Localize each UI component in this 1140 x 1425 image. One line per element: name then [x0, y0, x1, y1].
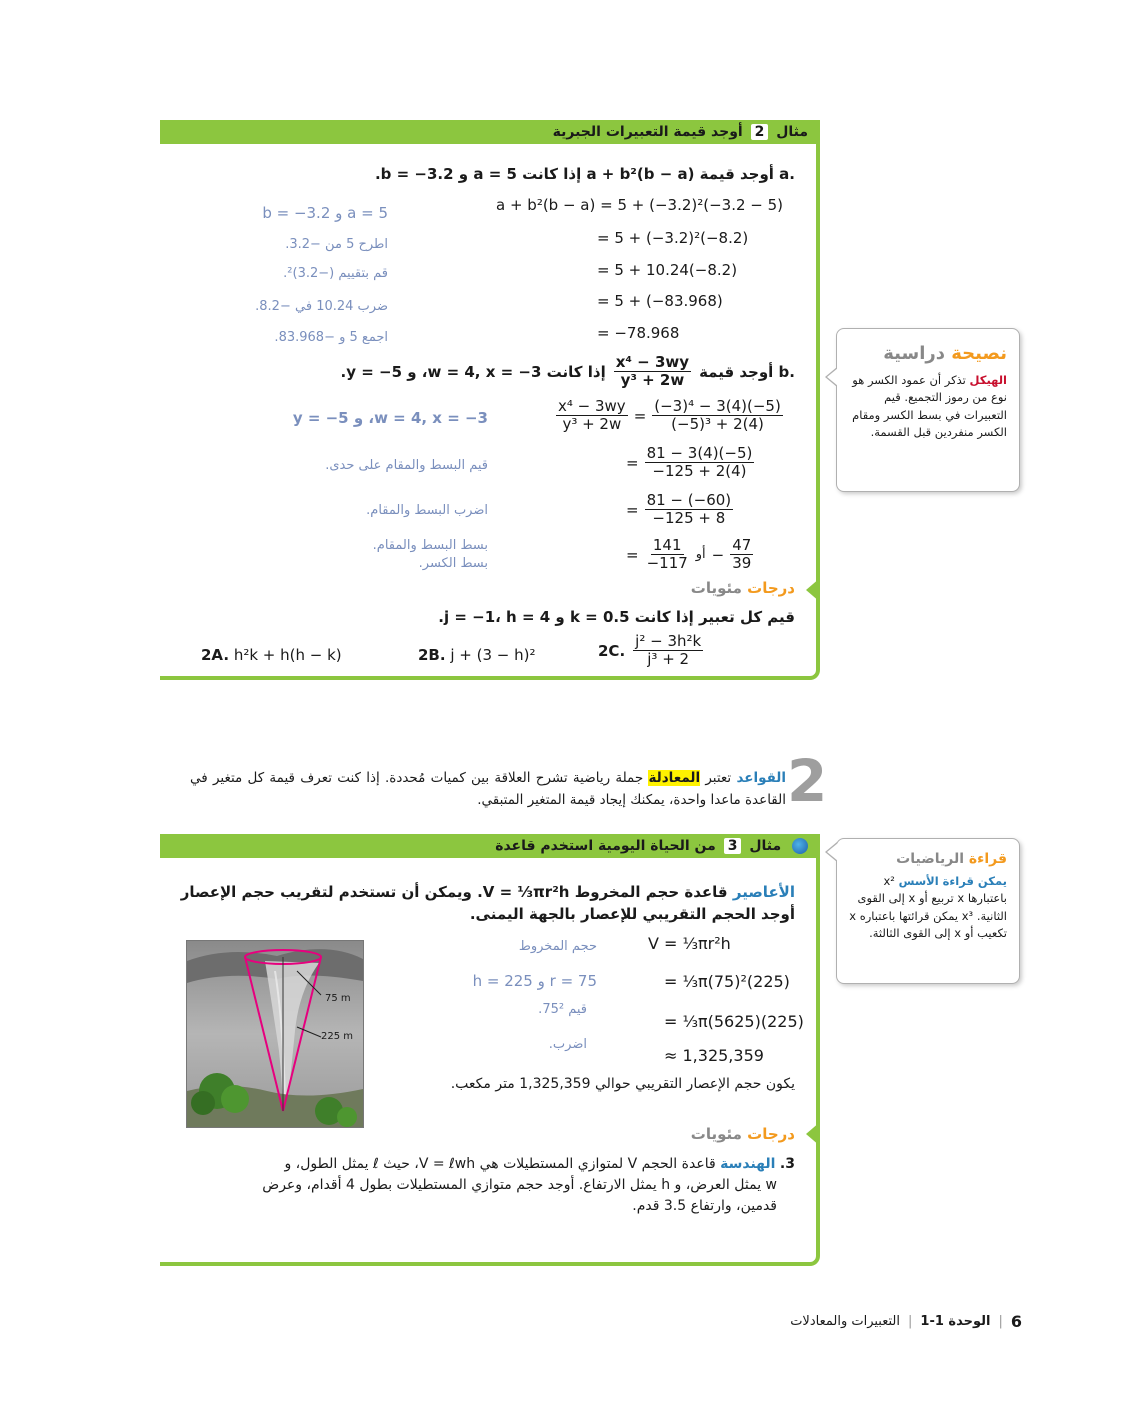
gp3-keyword: الهندسة: [720, 1156, 776, 1172]
example-3-prompt-1: قاعدة حجم المخروط V = ⅓πr²h. ويمكن أن تستخدم لتقريب حجم الإعصار: [180, 883, 728, 901]
part-a-note-1: a = 5 و b = −3.2: [262, 204, 388, 222]
section-2-heading: القواعد: [736, 770, 786, 786]
tornado-image: [186, 940, 364, 1128]
part-b-note-2: قيم البسط والمقام على حدى.: [325, 458, 488, 473]
example-3-step-4: [664, 1046, 764, 1065]
example-3-step-2-text: = ⅓π(75)²(225): [664, 972, 790, 991]
part-a-step-2: = 5 + (−3.2)²(−8.2): [597, 229, 749, 247]
part-b-step-1-lhs-num: x⁴ − 3wy: [558, 397, 626, 415]
section-2-number: 2: [787, 747, 828, 815]
example-2-title: أوجد قيمة التعبيرات الجبرية: [552, 124, 743, 140]
part-b-step-1-num: (−3)⁴ − 3(4)(−5): [654, 397, 781, 415]
gp2-item-2c-label: 2C.: [598, 641, 626, 660]
part-b-note-3: اضرب البسط والمقام.: [366, 503, 488, 518]
reading-math-box: [836, 838, 1020, 984]
part-b-note-5: بسط الكسر.: [418, 556, 488, 571]
tornado-height-label: 225 m: [321, 1031, 354, 1042]
gp2-title-a: درجات: [747, 579, 795, 597]
guided-practice-3-marker: [806, 1122, 820, 1146]
footer-divider-2: |: [908, 1314, 913, 1329]
example-3-note-4: اضرب.: [548, 1037, 587, 1052]
example-3-step-3: [664, 1012, 804, 1031]
part-b-step-4-num: 141: [652, 536, 682, 554]
gp3-title-b: مئويات: [690, 1125, 742, 1143]
part-b-step-3-den: −125 + 8: [652, 509, 726, 528]
part-a-step-5: = −78.968: [597, 324, 680, 342]
gp2-item-2a-expr: h²k + h(h − k): [233, 646, 342, 664]
reading-math-title-b: الرياضيات: [896, 851, 965, 867]
part-b-step-4-den: −117: [646, 554, 688, 573]
example-3-note-2: r = 75 و h = 225: [472, 972, 597, 990]
gp2-item-2b-label: 2B.: [418, 646, 446, 664]
footer-page-number: 6: [1010, 1312, 1022, 1331]
gp2-item-2c-num: j² − 3h²k: [635, 632, 702, 650]
study-tip-title-b: دراسية: [883, 343, 945, 364]
part-b-step-4-alt-num: 47: [732, 536, 752, 554]
guided-practice-2-marker: [806, 578, 820, 602]
study-tip-text: تذكر أن عمود الكسر هو نوع من رموز التجميع. قيم التعبيرات في بسط الكسر ومقام الكسر منفردين قبل القسمة.: [852, 373, 1007, 439]
study-tip-box: [836, 328, 1020, 492]
part-a-step-1: a + b²(b − a) = 5 + (−3.2)²(−3.2 − 5): [496, 196, 784, 214]
reading-math-text: x² باعتبارها x تربيع أو x إلى القوى الثانية. x³ يمكن قرائتها باعتباره x تكعيب أو x إلى القوى الثالثة.: [849, 874, 1007, 940]
footer-title: التعبيرات والمعادلات: [790, 1314, 900, 1329]
guided-practice-3-title: [691, 1125, 795, 1143]
part-a-note-3: قم بتقييم (−3.2)².: [283, 266, 388, 281]
gp2-item-2b: [418, 646, 536, 664]
example-2-number: 2: [751, 124, 769, 140]
globe-icon: [792, 838, 808, 854]
example-3-title: استخدم قاعدة: [495, 838, 594, 854]
example-3-step-2: [664, 972, 790, 991]
gp2-item-2a: [201, 646, 342, 664]
part-b-step-4: = $\frac{141}{-117}$ أو − $\frac{47}{39}$: [626, 536, 752, 573]
example-3-prompt: [181, 882, 795, 926]
example-3-step-1: [648, 934, 731, 953]
gp2-item-2a-label: 2A.: [201, 646, 230, 664]
gp3-text-2: w يمثل العرض، و h يمثل الارتفاع. أوجد حجم متوازي المستطيلات بطول 4 أقدام، وعرض: [262, 1177, 777, 1193]
part-b-prompt-fraction: [614, 354, 691, 390]
gp2-item-2c-den: j³ + 2: [647, 650, 690, 669]
section-2-text: [190, 768, 786, 811]
part-b-step-1-lhs-den: y³ + 2w: [562, 415, 622, 434]
part-a-step-3: = 5 + 10.24(−8.2): [597, 261, 738, 279]
example-3-step-3-text: = ⅓π(5625)(225): [664, 1012, 804, 1031]
gp3-text-3: قدمين، وارتفاع 3.5 قدم.: [632, 1198, 777, 1214]
gp2-title-b: مئويات: [690, 579, 742, 597]
part-b-prompt-num: x⁴ − 3wy: [615, 353, 690, 371]
part-b-step-3: = $\frac{81 - (-60)}{-125 + 8}$: [626, 491, 732, 528]
study-tip-keyword: الهيكل: [969, 373, 1007, 387]
part-a-step-4: = 5 + (−83.968): [597, 292, 723, 310]
part-b-prompt-label: .b أوجد قيمة: [699, 362, 795, 381]
page-footer: [790, 1312, 1022, 1331]
gp3-title-a: درجات: [747, 1125, 795, 1143]
reading-math-keyword: يمكن قراءة الأسس: [898, 874, 1007, 888]
part-a-note-4: ضرب 10.24 في −8.2.: [255, 299, 388, 314]
example-3-step-4-text: ≈ 1,325,359: [664, 1046, 764, 1065]
part-b-note-1: w = 4, x = −3، و y = −5: [292, 409, 488, 427]
section-2-text-before: تعتبر: [705, 770, 732, 786]
part-b-prompt: [341, 354, 795, 390]
section-2-highlight: المعادلة: [648, 770, 701, 786]
gp2-item-2b-expr: j + (3 − h)²: [450, 646, 536, 664]
example-3-header: [160, 834, 820, 858]
part-a-prompt: .a أوجد قيمة (a + b²(b − a إذا كانت a = 5 و b = −3.2.: [374, 165, 795, 183]
gp3-text-1: قاعدة الحجم V لمتوازي المستطيلات هي V = ℓwh، حيث ℓ يمثل الطول، و: [284, 1156, 716, 1172]
gp3-item-3: [262, 1154, 795, 1217]
guided-practice-2-title: [691, 579, 795, 597]
part-a-note-5: اجمع 5 و −83.968.: [274, 330, 388, 345]
gp2-item-2c: [598, 633, 703, 669]
example-3-conclusion: يكون حجم الإعصار التقريبي حوالي 1,325,359 متر مكعب.: [450, 1076, 795, 1092]
gp2-instruction: قيم كل تعبير إذا كانت k = 0.5 و j = −1، h = 4.: [438, 608, 795, 626]
part-b-prompt-condition: إذا كانت w = 4, x = −3، و y = −5.: [340, 362, 606, 381]
part-b-step-4-or: أو: [695, 547, 706, 563]
example-3-number: 3: [724, 838, 742, 854]
footer-divider-1: |: [998, 1314, 1003, 1329]
example-2-label: مثال: [776, 124, 808, 140]
example-3-category: من الحياة اليومية: [598, 838, 716, 854]
tornado-radius-label: 75 m: [325, 993, 351, 1004]
part-a-note-2: اطرح 5 من −3.2.: [285, 237, 388, 252]
part-b-step-2: = $\frac{81 - 3(4)(-5)}{-125 + 2(4)}$: [626, 444, 753, 481]
part-b-step-4-alt-den: 39: [732, 554, 752, 573]
reading-math-pointer-fill: [827, 843, 838, 861]
example-3-step-1-text: V = ⅓πr²h: [648, 934, 731, 953]
example-3-note-3: قيم 75².: [538, 1002, 587, 1017]
study-tip-pointer-fill: [827, 368, 838, 386]
example-3-prompt-2: أوجد الحجم التقريبي للإعصار بالجهة اليمنى.: [469, 904, 795, 923]
part-b-note-4: بسط البسط والمقام.: [372, 538, 488, 553]
example-3-note-1: حجم المخروط: [518, 939, 597, 954]
section-2-text-after: جملة رياضية تشرح العلاقة بين كميات مُحددة. إذا كنت تعرف قيمة كل متغير في القاعدة ماعدا واحدة، يمكنك إيجاد قيمة المتغير المتبقي.: [190, 770, 786, 808]
reading-math-title-a: قراءة: [968, 851, 1007, 867]
part-b-step-2-den: −125 + 2(4): [652, 462, 747, 481]
study-tip-title-a: نصيحة: [951, 343, 1007, 364]
part-b-step-1: $\frac{\text{x⁴ − 3wy}}{\text{y³ + 2w}}$ = $\frac{\text{(−3)⁴ − 3(4)(−5)}}{\text{(−5)³ + 2(4)}}$: [558, 397, 781, 434]
gp3-item-number: 3.: [779, 1156, 795, 1172]
example-3-keyword: الأعاصير: [732, 883, 795, 901]
part-b-step-3-num: 81 − (−60): [646, 491, 732, 509]
example-2-header: [160, 120, 820, 144]
example-3-label: مثال: [749, 838, 782, 854]
part-b-step-2-num: 81 − 3(4)(−5): [646, 444, 753, 462]
part-b-step-1-den: (−5)³ + 2(4): [671, 415, 764, 434]
part-b-prompt-den: y³ + 2w: [620, 371, 685, 390]
footer-lesson: الوحدة 1-1: [920, 1314, 991, 1329]
